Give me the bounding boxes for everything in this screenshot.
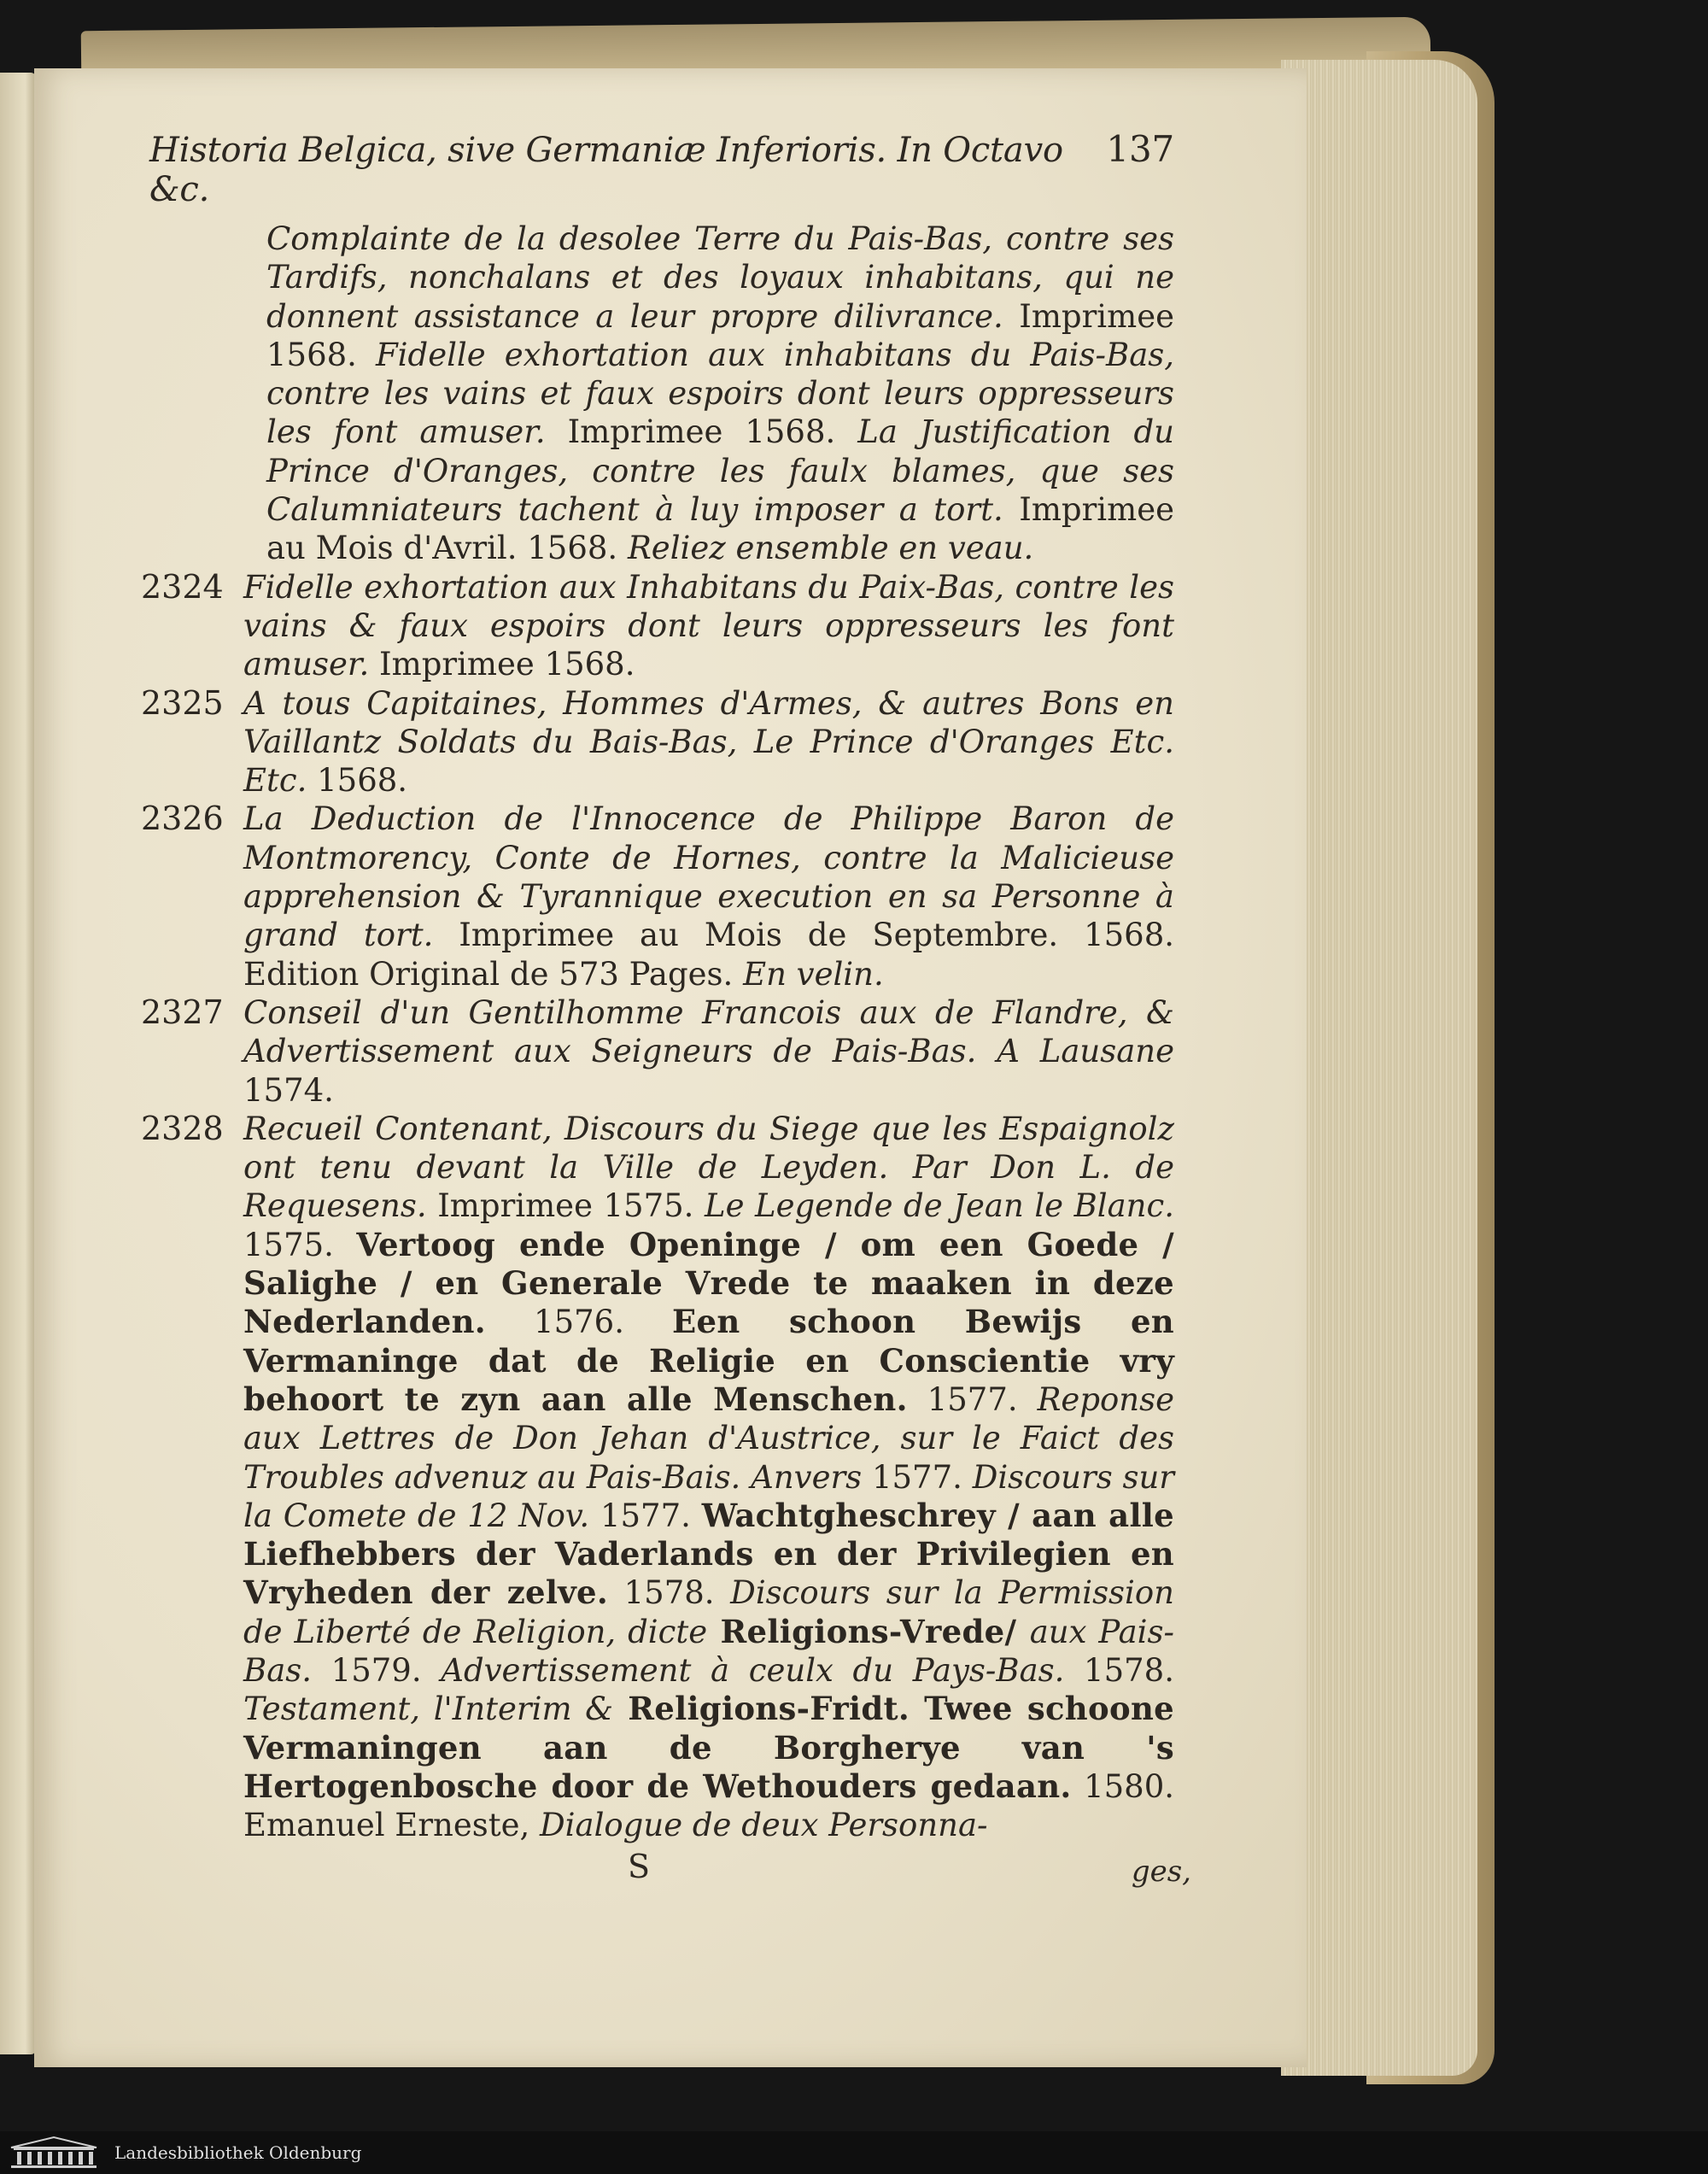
entry-seg: 1578. xyxy=(608,1574,731,1612)
entry-seg: 1578. xyxy=(1064,1651,1174,1689)
entry-seg: Discours sur la Permission de Liberté de Religion, dicte xyxy=(243,1574,1174,1650)
entry-seg: Vertoog ende Openinge / om een Goede / Salighe / en Generale Vrede te maaken in deze Nederlanden. xyxy=(243,1225,1174,1341)
entry-number: 2326 xyxy=(141,800,224,838)
entry-text xyxy=(243,684,1174,800)
catalog-entry xyxy=(141,683,1174,800)
entry-text xyxy=(243,568,1174,684)
watermark-label: Landesbibliothek Oldenburg xyxy=(114,2142,362,2163)
entry-seg: Conseil d'un Gentilhomme Francois aux de Flandre, & Advertissement aux Seigneurs de Pais-Bas. A Lausane xyxy=(243,993,1174,1070)
entry-seg: Le Legende de Jean le Blanc. xyxy=(705,1187,1174,1225)
entry-seg: 1576. xyxy=(486,1304,672,1341)
catalog-entry xyxy=(141,993,1174,1110)
intro-seg: Complainte de la desolee Terre du Pais-Bas, contre ses Tardifs, nonchalans et des loyaux inhabitans, qui ne donnent assistance a leur propre dilivrance. xyxy=(266,220,1174,335)
entry-seg: 1577. xyxy=(589,1497,702,1534)
running-header xyxy=(149,128,1174,209)
entry-seg: Religions-Fridt. Twee schoone Vermaningen aan de Borgherye van 's Hertogenbosche door de Wethouders gedaan. xyxy=(243,1690,1174,1805)
entry-seg: Fidelle exhortation aux Inhabitans du Paix-Bas, contre les vains & faux espoirs dont leurs oppresseurs les font amuser. xyxy=(243,568,1174,683)
entry-seg: 1568. xyxy=(307,762,408,800)
text-block xyxy=(141,128,1191,1890)
intro-seg: La Justification du Prince d'Oranges, contre les faulx blames, que ses Calumniateurs tachent à luy imposer a tort. xyxy=(266,413,1174,529)
intro-seg: Imprimee 1568. xyxy=(545,413,858,451)
entry-number: 2324 xyxy=(141,567,224,606)
entry-seg: aux Pais-Bas. xyxy=(243,1613,1174,1689)
intro-seg: Reliez ensemble en veau. xyxy=(627,530,1034,567)
catchword: ges, xyxy=(1131,1855,1191,1890)
intro-seg: Fidelle exhortation aux inhabitans du Pais-Bas, contre les vains et faux espoirs dont leurs oppresseurs les font amuser. xyxy=(266,336,1174,451)
entry-seg: Advertissement à ceulx du Pays-Bas. xyxy=(441,1651,1065,1689)
watermark-bar xyxy=(0,2131,1708,2174)
entry-number: 2325 xyxy=(141,683,224,722)
book-page xyxy=(34,68,1307,2067)
entry-seg: Dialogue de deux Personna- xyxy=(540,1807,988,1844)
entry-seg: A tous Capitaines, Hommes d'Armes, & autres Bons en Vaillantz Soldats du Bais-Bas, Le Prince d'Oranges Etc. Etc. xyxy=(243,684,1174,800)
page-number: 137 xyxy=(1106,128,1174,170)
entry-text xyxy=(243,1110,1174,1845)
intro-seg: Imprimee au Mois d'Avril. 1568. xyxy=(266,491,1174,567)
library-building-icon xyxy=(7,2136,101,2170)
entry-seg: Discours sur la Comete de 12 Nov. xyxy=(243,1458,1174,1534)
entry-seg: 1577. xyxy=(862,1458,973,1496)
entry-number: 2328 xyxy=(141,1109,224,1147)
entry-seg: En velin. xyxy=(743,955,884,993)
entry-seg: 1579. xyxy=(312,1651,442,1689)
entry-seg: 1575. xyxy=(243,1226,357,1263)
entry-seg: Wachtgheschrey / aan alle Liefhebbers der Vaderlands en der Privilegien en Vryheden der zelve. xyxy=(243,1496,1175,1612)
entry-seg: Reponse aux Lettres de Don Jehan d'Austrice, sur le Faict des Troubles advenuz au Pais-Bais. Anvers xyxy=(243,1380,1174,1496)
entry-seg: 1580. Emanuel Erneste, xyxy=(243,1767,1175,1844)
entry-seg: Imprimee 1568. xyxy=(369,646,635,683)
intro-paragraph xyxy=(266,220,1174,568)
facing-page-edge xyxy=(0,73,36,2054)
entry-seg: Imprimee au Mois de Septembre. 1568. Edition Original de 573 Pages. xyxy=(243,917,1174,993)
entry-seg: 1574. xyxy=(243,1071,334,1109)
running-title: Historia Belgica, sive Germaniæ Inferioris. In Octavo &c. xyxy=(149,131,1063,209)
catalog-entry xyxy=(141,567,1174,684)
catalog-entry xyxy=(141,1109,1175,1845)
page-footer xyxy=(149,1848,1191,1890)
entry-seg: Recueil Contenant, Discours du Siege que les Espaignolz ont tenu devant la Ville de Leyden. Par Don L. de Requesens. xyxy=(243,1110,1174,1225)
intro-seg: Imprimee 1568. xyxy=(266,297,1174,373)
entry-number: 2327 xyxy=(141,993,224,1031)
entry-text xyxy=(243,800,1174,993)
entry-text xyxy=(243,993,1174,1110)
catalog-entry xyxy=(141,800,1174,993)
entry-seg: 1577. xyxy=(907,1380,1038,1418)
entry-seg: Testament, l'Interim & xyxy=(243,1691,614,1728)
signature-mark: S xyxy=(628,1848,651,1886)
entry-seg: Imprimee 1575. xyxy=(426,1187,705,1225)
entry-seg: La Deduction de l'Innocence de Philippe Baron de Montmorency, Conte de Hornes, contre la Malicieuse apprehension & Tyrannique execution en sa Personne à grand tort. xyxy=(243,800,1174,954)
page-edges xyxy=(1281,60,1477,2076)
entry-seg: Religions-Vrede/ xyxy=(707,1612,1030,1650)
entry-seg: Een schoon Bewijs en Vermaninge dat de Religie en Conscientie vry behoort te zyn aan alle Menschen. xyxy=(243,1303,1175,1418)
